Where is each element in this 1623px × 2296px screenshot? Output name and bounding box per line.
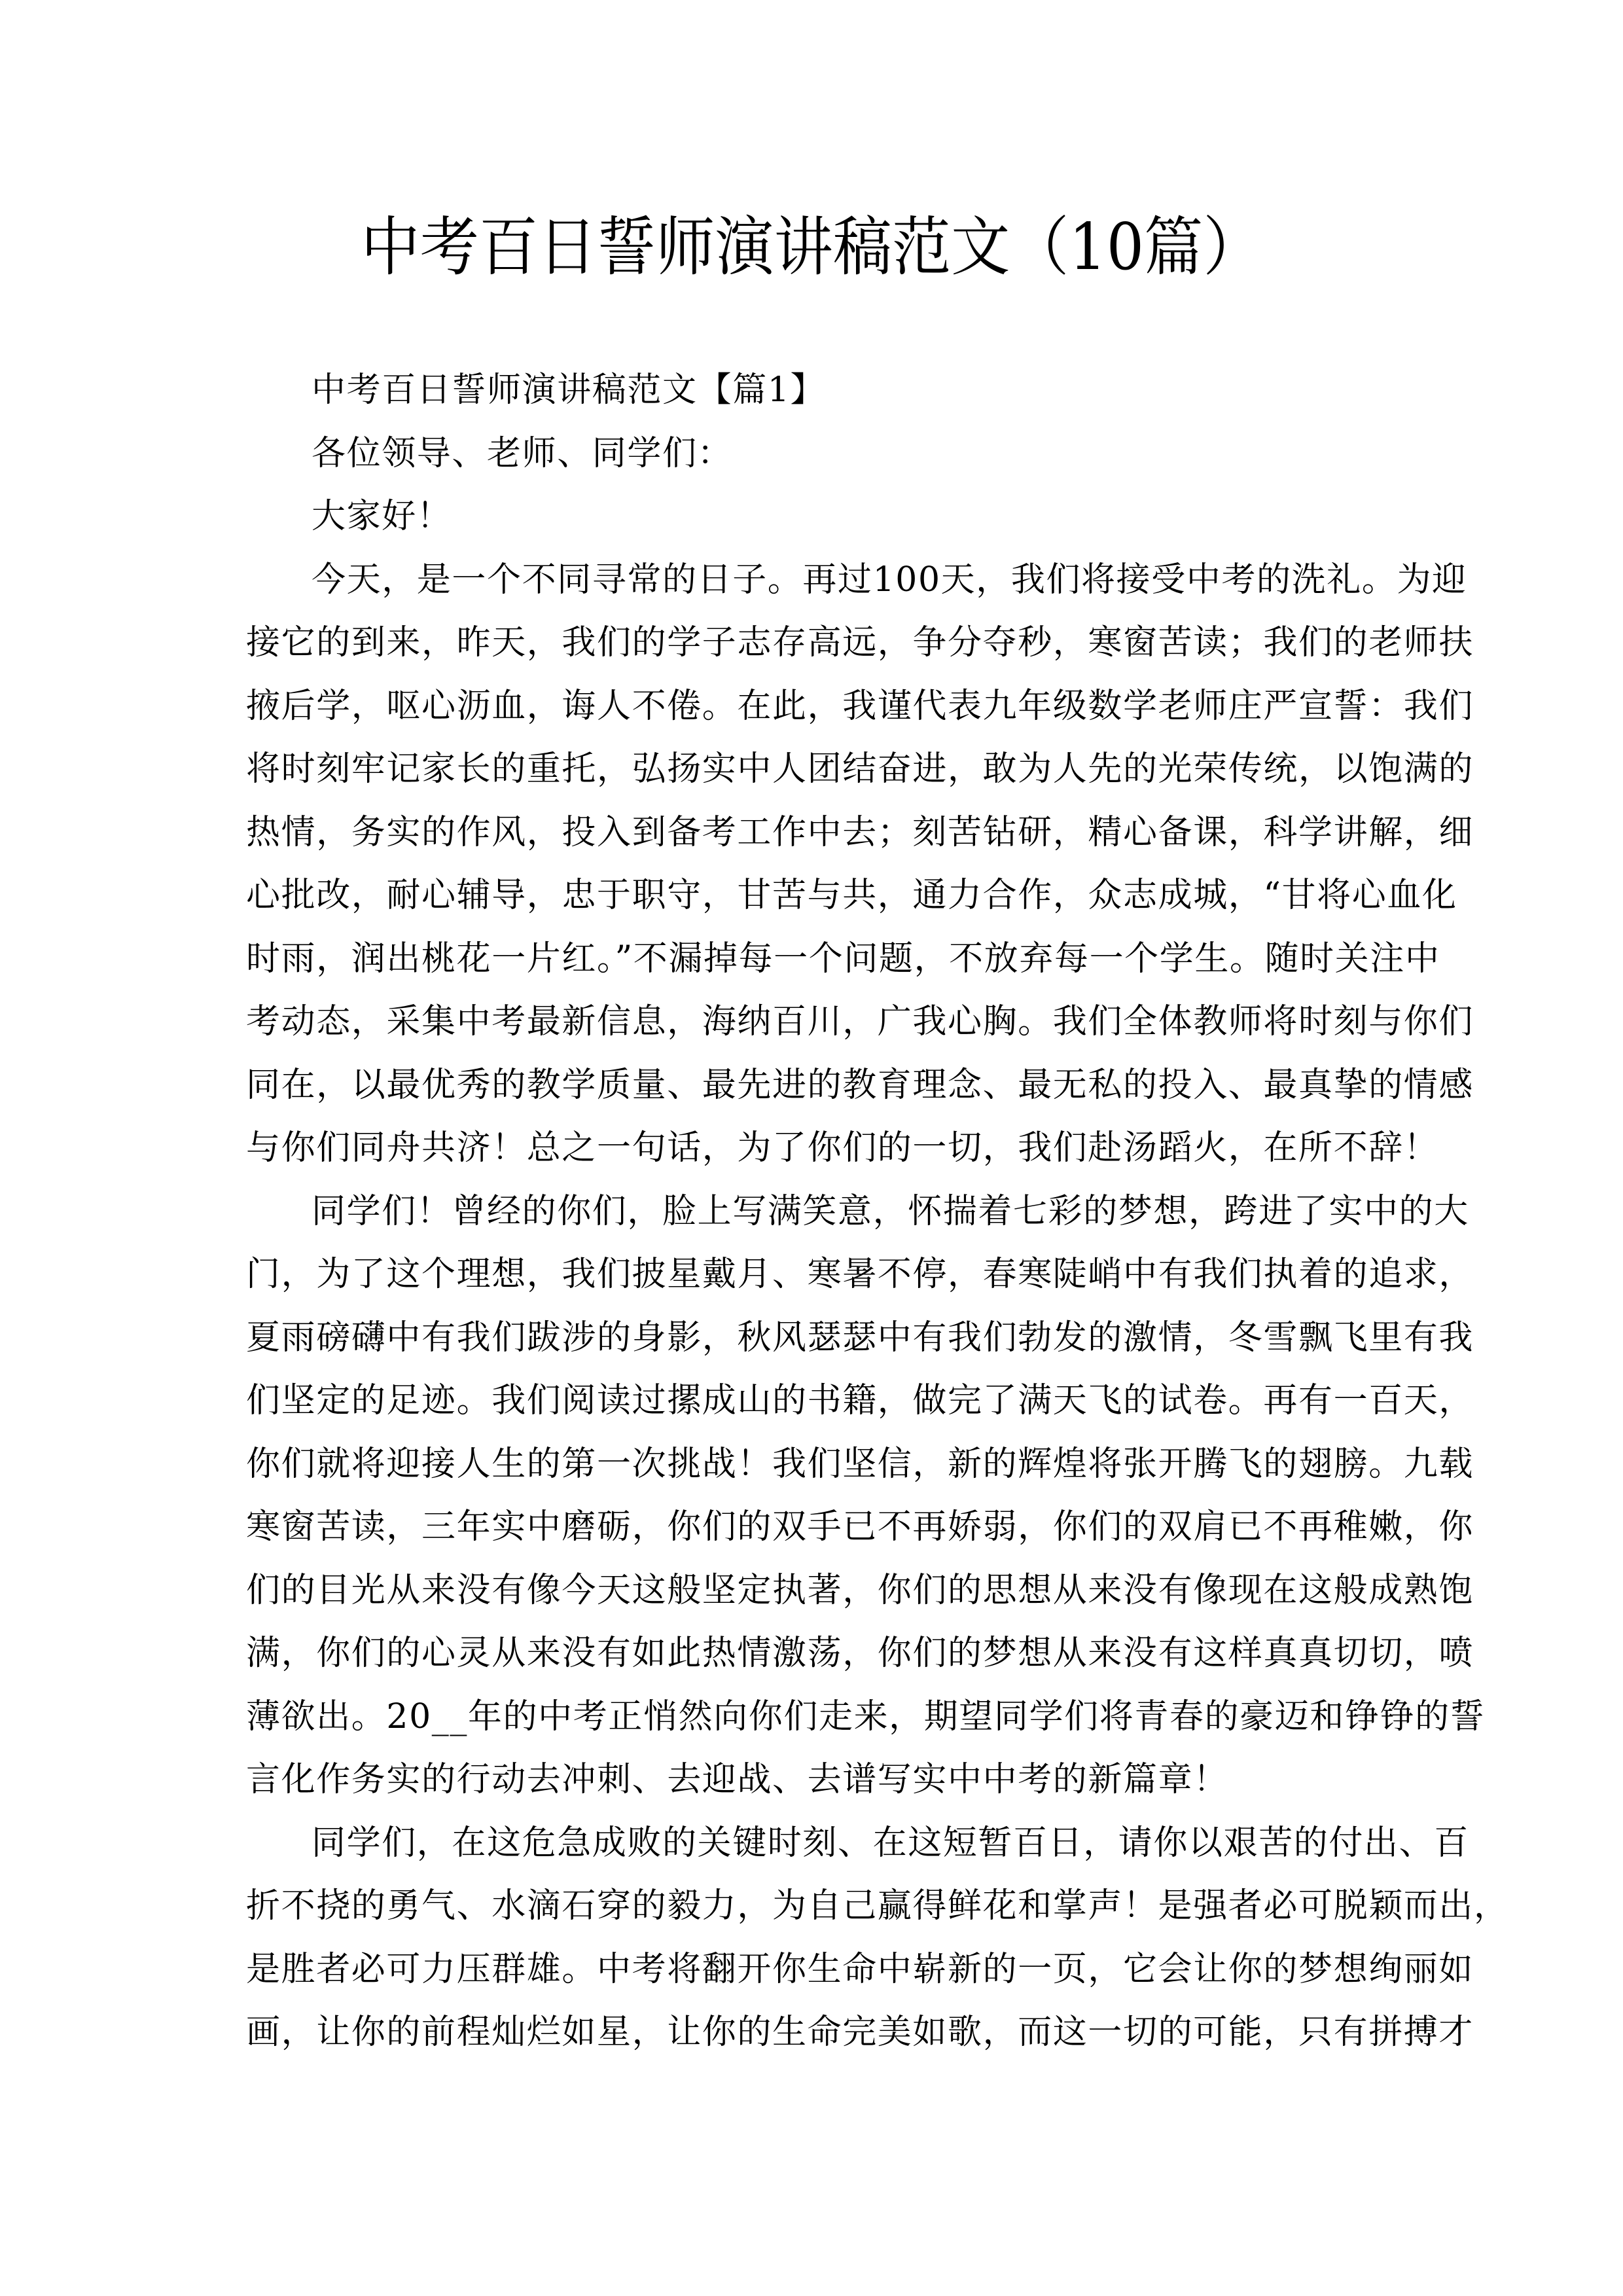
- paragraph-line: 掖后学，呕心沥血，诲人不倦。在此，我谨代表九年级数学老师庄严宣誓：我们: [246, 686, 1474, 726]
- paragraph-2: [246, 1180, 1486, 1812]
- paragraph-line: 热情，务实的作风，投入到备考工作中去；刻苦钻研，精心备课，科学讲解，细: [246, 812, 1474, 852]
- paragraph-line: 们坚定的足迹。我们阅读过摞成山的书籍，做完了满天飞的试卷。再有一百天，: [246, 1381, 1474, 1420]
- greeting: 大家好！: [312, 497, 452, 536]
- paragraph-3: [246, 1812, 1509, 2064]
- paragraph-line: 是胜者必可力压群雄。中考将翻开你生命中崭新的一页，它会让你的梦想绚丽如: [246, 1949, 1474, 1989]
- paragraph-line: 薄欲出。20__年的中考正悄然向你们走来，期望同学们将青春的豪迈和铮铮的誓: [246, 1696, 1486, 1736]
- paragraph-line: 今天，是一个不同寻常的日子。再过100天，我们将接受中考的洗礼。为迎: [312, 560, 1467, 600]
- paragraph-line: 言化作务实的行动去冲刺、去迎战、去谱写实中中考的新篇章！: [246, 1760, 1228, 1799]
- paragraph-line: 将时刻牢记家长的重托，弘扬实中人团结奋进，敢为人先的光荣传统，以饱满的: [246, 749, 1474, 789]
- paragraph-line: 同学们，在这危急成败的关键时刻、在这短暂百日，请你以艰苦的付出、百: [312, 1823, 1469, 1863]
- paragraph-line: 同在，以最优秀的教学质量、最先进的教育理念、最无私的投入、最真挚的情感: [246, 1065, 1474, 1105]
- paragraph-1: [246, 548, 1474, 1180]
- paragraph-line: 同学们！曾经的你们，脸上写满笑意，怀揣着七彩的梦想，跨进了实中的大: [312, 1191, 1469, 1231]
- paragraph-line: 时雨，润出桃花一片红。”不漏掉每一个问题，不放弃每一个学生。随时关注中: [246, 939, 1440, 978]
- paragraph-line: 门，为了这个理想，我们披星戴月、寒暑不停，春寒陡峭中有我们执着的追求，: [246, 1255, 1474, 1294]
- paragraph-line: 折不挠的勇气、水滴石穿的毅力，为自己赢得鲜花和掌声！是强者必可脱颖而出，: [246, 1886, 1509, 1926]
- paragraph-line: 你们就将迎接人生的第一次挑战！我们坚信，新的辉煌将张开腾飞的翅膀。九载: [246, 1444, 1474, 1484]
- salutation: 各位领导、老师、同学们：: [312, 433, 733, 473]
- paragraph-line: 画，让你的前程灿烂如星，让你的生命完美如歌，而这一切的可能，只有拼搏才: [246, 2013, 1474, 2052]
- document-body: [246, 359, 1509, 2064]
- paragraph-line: 与你们同舟共济！总之一句话，为了你们的一切，我们赴汤蹈火，在所不辞！: [246, 1128, 1439, 1168]
- paragraph-line: 心批改，耐心辅导，忠于职守，甘苦与共，通力合作，众志成城，“甘将心血化: [246, 876, 1457, 915]
- document-title: 中考百日誓师演讲稿范文（10篇）: [361, 210, 1262, 285]
- paragraph-line: 接它的到来，昨天，我们的学子志存高远，争分夺秒，寒窗苦读；我们的老师扶: [246, 623, 1474, 662]
- paragraph-line: 考动态，采集中考最新信息，海纳百川，广我心胸。我们全体教师将时刻与你们: [246, 1002, 1474, 1041]
- section-heading: 中考百日誓师演讲稿范文【篇1】: [312, 370, 826, 410]
- paragraph-line: 夏雨磅礴中有我们跋涉的身影，秋风瑟瑟中有我们勃发的激情，冬雪飘飞里有我: [246, 1318, 1474, 1357]
- paragraph-line: 寒窗苦读，三年实中磨砺，你们的双手已不再娇弱，你们的双肩已不再稚嫩，你: [246, 1507, 1474, 1547]
- paragraph-line: 满，你们的心灵从来没有如此热情激荡，你们的梦想从来没有这样真真切切，喷: [246, 1634, 1474, 1673]
- paragraph-line: 们的目光从来没有像今天这般坚定执著，你们的思想从来没有像现在这般成熟饱: [246, 1570, 1474, 1610]
